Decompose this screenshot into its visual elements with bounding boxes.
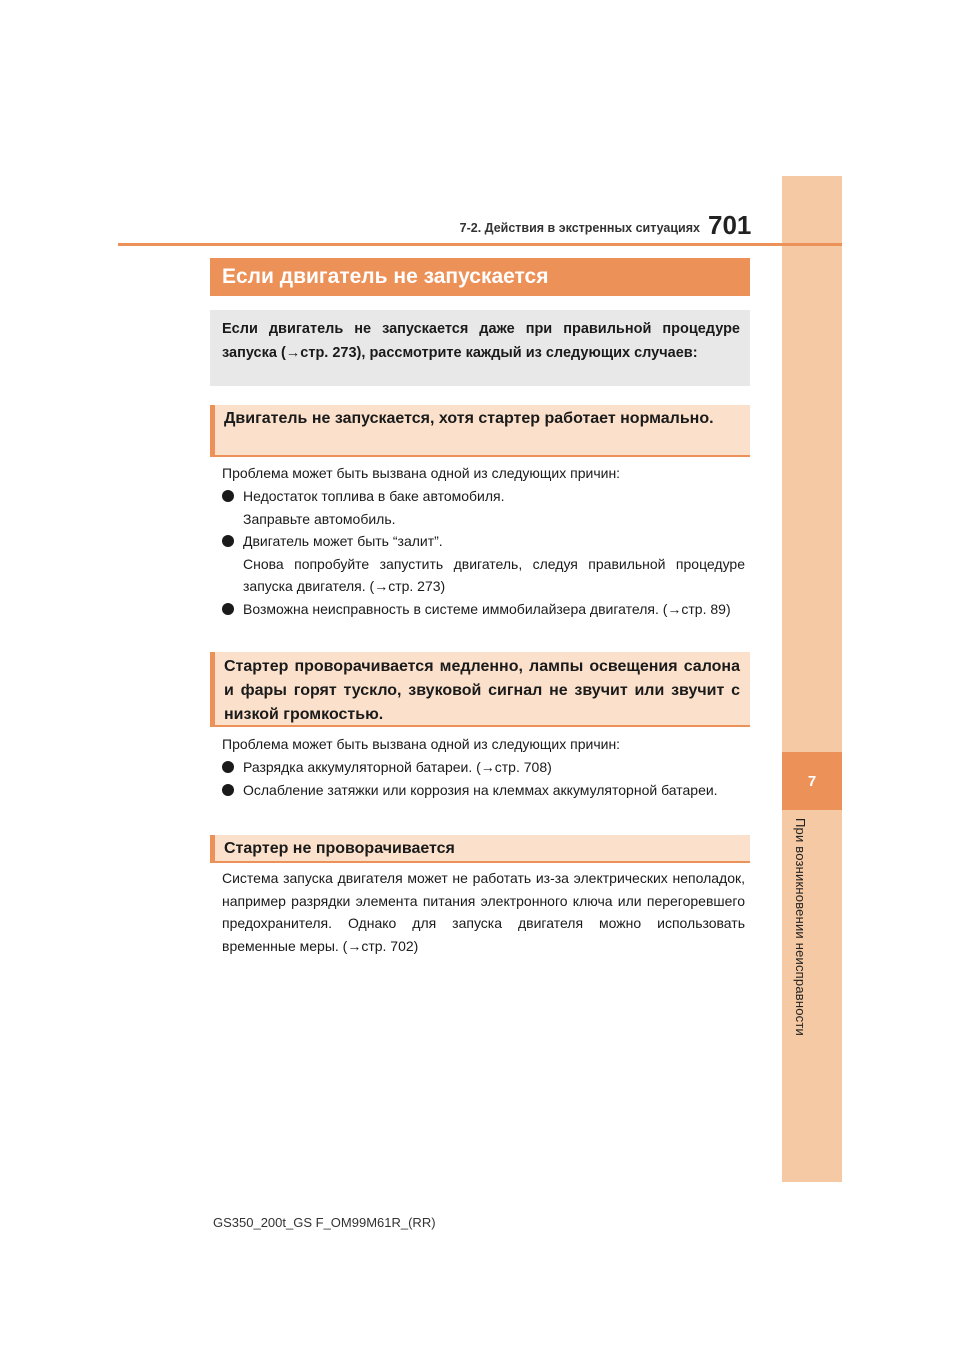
bullet-icon — [222, 490, 234, 502]
list-item — [222, 530, 745, 598]
list-item — [222, 598, 745, 621]
bullet-icon — [222, 603, 234, 615]
chapter-title-vertical: При возникновении неисправности — [793, 818, 808, 1036]
list-item — [222, 779, 745, 802]
bullet-icon — [222, 535, 234, 547]
bullet-text: Возможна неисправность в системе иммобилайзера двигателя. (→стр. 89) — [243, 601, 731, 617]
section1-lead: Проблема может быть вызвана одной из следующих причин: — [222, 465, 621, 481]
list-item — [222, 485, 745, 530]
header-divider — [118, 243, 842, 246]
section2-lead: Проблема может быть вызвана одной из следующих причин: — [222, 736, 621, 752]
intro-box: Если двигатель не запускается даже при правильной процедуре запуска (→стр. 273), рассмотрите каждый из следующих случаев: — [210, 310, 750, 386]
bullet-text: Ослабление затяжки или коррозия на клеммах аккумуляторной батареи. — [243, 782, 718, 798]
page-title: Если двигатель не запускается — [210, 258, 750, 296]
page-number: 701 — [708, 210, 752, 240]
section3-heading-text: Стартер не проворачивается — [224, 840, 455, 857]
section3-heading — [210, 835, 750, 863]
section1-heading — [210, 405, 750, 457]
bullet-text: Двигатель может быть “залит”. — [243, 533, 443, 549]
section1-heading-text: Двигатель не запускается, хотя стартер работает нормально. — [224, 410, 714, 427]
section2-heading — [210, 652, 750, 727]
bullet-icon — [222, 784, 234, 796]
list-item — [222, 756, 745, 779]
header-section-title: 7-2. Действия в экстренных ситуациях — [459, 221, 700, 235]
bullet-subtext: Снова попробуйте запустить двигатель, следуя правильной процедуре запуска двигателя. (→стр. 273) — [243, 555, 745, 594]
chapter-number-badge: 7 — [782, 752, 842, 810]
bullet-icon — [222, 761, 234, 773]
bullet-text: Разрядка аккумуляторной батареи. (→стр. 708) — [243, 759, 552, 775]
bullet-text: Недостаток топлива в баке автомобиля. — [243, 488, 505, 504]
section2-heading-text: Стартер проворачивается медленно, лампы освещения салона и фары горят тускло, звуковой сигнал не звучит или звучит с низкой громкостью. — [224, 658, 740, 723]
bullet-subtext: Заправьте автомобиль. — [243, 510, 396, 527]
section3-body: Система запуска двигателя может не работать из-за электрических неполадок, например разрядки элемента питания электронного ключа или перегоревшего предохранителя. Однако для запуска двигателя можно использовать временные меры. (→стр. 702) — [222, 870, 745, 954]
footer-manual-code: GS350_200t_GS F_OM99M61R_(RR) — [213, 1215, 436, 1230]
